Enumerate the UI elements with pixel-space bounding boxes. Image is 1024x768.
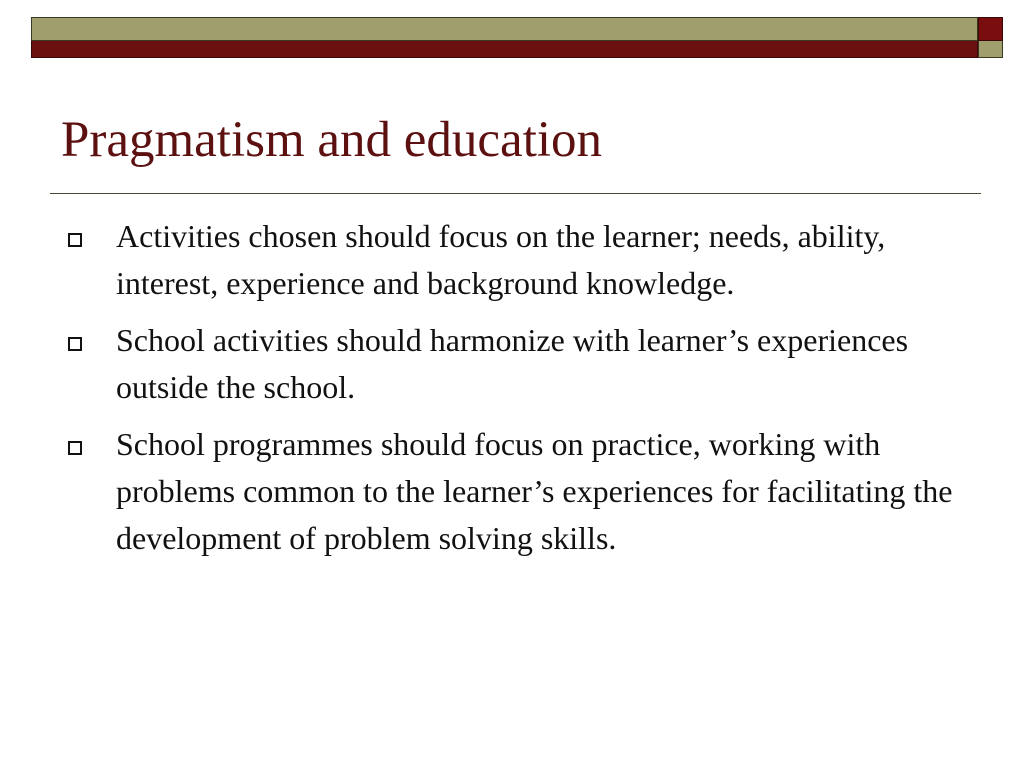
bullet-item	[68, 421, 968, 562]
bullet-text: School programmes should focus on practice, working with problems common to the learner’s experiences for facilitating the development of problem solving skills.	[116, 426, 953, 556]
header-band-maroon	[31, 41, 978, 58]
bullet-text: Activities chosen should focus on the learner; needs, ability, interest, experience and background knowledge.	[116, 218, 886, 301]
bullet-item	[68, 317, 968, 411]
slide-title: Pragmatism and education	[61, 112, 603, 168]
header-corner-olive	[978, 41, 1003, 58]
hollow-square-icon	[68, 233, 82, 247]
header-band-olive	[31, 17, 978, 41]
bullet-item	[68, 213, 968, 307]
title-divider	[50, 193, 981, 194]
hollow-square-icon	[68, 441, 82, 455]
hollow-square-icon	[68, 337, 82, 351]
bullet-text: School activities should harmonize with learner’s experiences outside the school.	[116, 322, 909, 405]
header-corner-maroon	[978, 17, 1003, 41]
bullet-list	[68, 213, 968, 572]
